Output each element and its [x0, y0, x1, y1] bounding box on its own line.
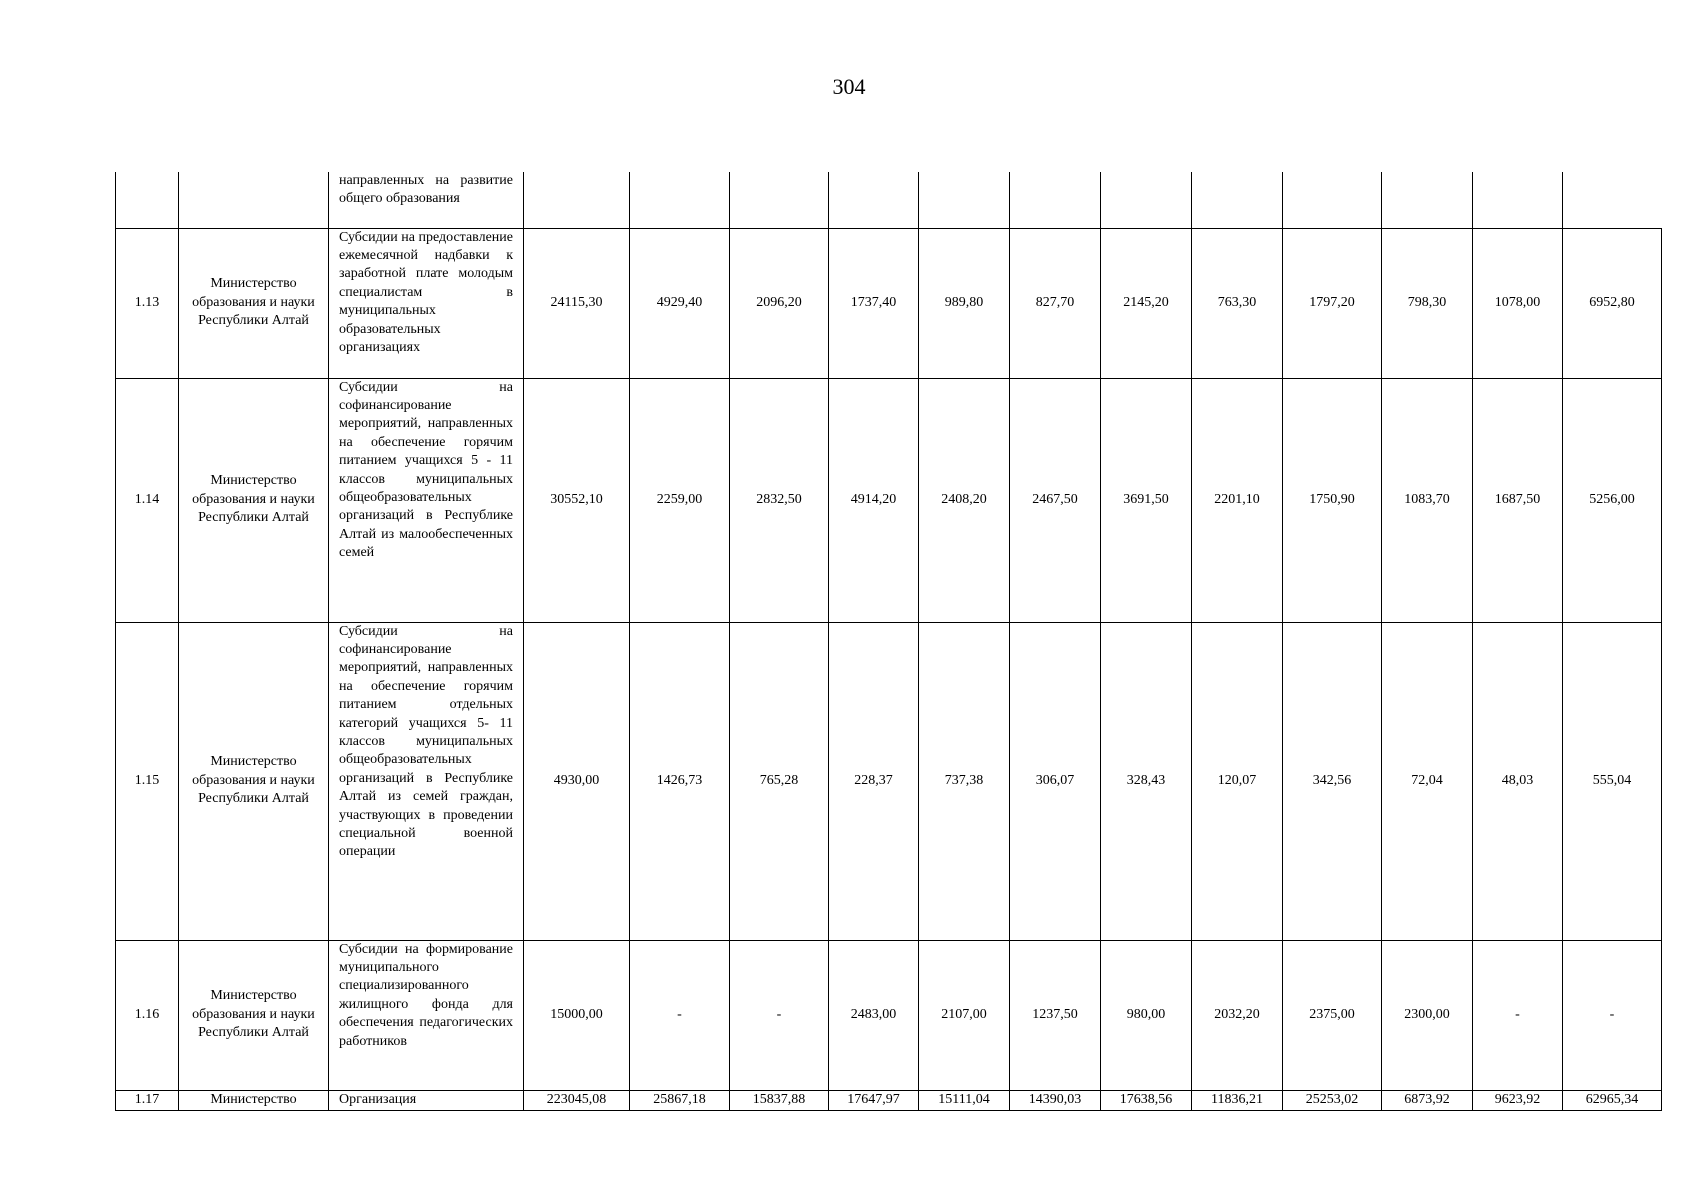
- cell-value: 17647,97: [829, 1090, 919, 1110]
- cell-organization: Министерство образования и науки Республики Алтай: [179, 940, 329, 1090]
- cell-value: 763,30: [1192, 228, 1283, 378]
- cell-value: 2107,00: [919, 940, 1010, 1090]
- cell-value: 2145,20: [1101, 228, 1192, 378]
- cell-value: 15000,00: [524, 940, 630, 1090]
- cell-value: -: [630, 940, 730, 1090]
- cell-value: 4930,00: [524, 622, 630, 940]
- cell-num: 1.15: [116, 622, 179, 940]
- cell-value: 765,28: [730, 622, 829, 940]
- cell-description: направленных на развитие общего образования: [329, 172, 524, 228]
- table-row: [116, 940, 1662, 1090]
- cell-value: 11836,21: [1192, 1090, 1283, 1110]
- cell-value: [524, 172, 630, 228]
- cell-value: 15111,04: [919, 1090, 1010, 1110]
- table-row: [116, 1090, 1662, 1110]
- cell-value: [1192, 172, 1283, 228]
- cell-value: [1010, 172, 1101, 228]
- cell-value: 62965,34: [1563, 1090, 1662, 1110]
- cell-value: 14390,03: [1010, 1090, 1101, 1110]
- cell-value: 24115,30: [524, 228, 630, 378]
- cell-value: 6873,92: [1382, 1090, 1473, 1110]
- cell-value: 228,37: [829, 622, 919, 940]
- cell-value: 1237,50: [1010, 940, 1101, 1090]
- cell-value: 6952,80: [1563, 228, 1662, 378]
- cell-value: [1101, 172, 1192, 228]
- subsidy-table: [115, 172, 1662, 1111]
- cell-value: 1078,00: [1473, 228, 1563, 378]
- cell-value: [630, 172, 730, 228]
- cell-value: [1283, 172, 1382, 228]
- cell-value: 989,80: [919, 228, 1010, 378]
- cell-num: 1.16: [116, 940, 179, 1090]
- cell-value: 827,70: [1010, 228, 1101, 378]
- cell-description: Субсидии на формирование муниципального специализированного жилищного фонда для обеспечения педагогических работников: [329, 940, 524, 1090]
- table-row: [116, 228, 1662, 378]
- cell-value: 1083,70: [1382, 378, 1473, 622]
- cell-value: [1382, 172, 1473, 228]
- cell-organization: Министерство: [179, 1090, 329, 1110]
- cell-value: 2375,00: [1283, 940, 1382, 1090]
- cell-num: 1.14: [116, 378, 179, 622]
- cell-value: 328,43: [1101, 622, 1192, 940]
- cell-value: -: [730, 940, 829, 1090]
- cell-value: 2300,00: [1382, 940, 1473, 1090]
- cell-num: [116, 172, 179, 228]
- cell-value: 1737,40: [829, 228, 919, 378]
- cell-organization: Министерство образования и науки Республики Алтай: [179, 378, 329, 622]
- table-row: [116, 622, 1662, 940]
- cell-organization: [179, 172, 329, 228]
- cell-value: 2259,00: [630, 378, 730, 622]
- cell-value: 223045,08: [524, 1090, 630, 1110]
- cell-value: 2483,00: [829, 940, 919, 1090]
- cell-value: 555,04: [1563, 622, 1662, 940]
- cell-value: 2832,50: [730, 378, 829, 622]
- cell-value: 25867,18: [630, 1090, 730, 1110]
- cell-value: 30552,10: [524, 378, 630, 622]
- cell-description: Субсидии на софинансирование мероприятий, направленных на обеспечение горячим питанием отдельных категорий учащихся 5- 11 классов муниципальных общеобразовательных организаций в Республике Алтай из семей граждан, участвующих в проведении специальной военной операции: [329, 622, 524, 940]
- cell-description: Субсидии на софинансирование мероприятий, направленных на обеспечение горячим питанием учащихся 5 - 11 классов муниципальных общеобразовательных организаций в Республике Алтай из малообеспеченных семей: [329, 378, 524, 622]
- cell-value: 1687,50: [1473, 378, 1563, 622]
- cell-description: Субсидии на предоставление ежемесячной надбавки к заработной плате молодым специалистам в муниципальных образовательных организациях: [329, 228, 524, 378]
- cell-value: 4914,20: [829, 378, 919, 622]
- cell-value: 2032,20: [1192, 940, 1283, 1090]
- table-row: [116, 378, 1662, 622]
- cell-value: 2201,10: [1192, 378, 1283, 622]
- cell-value: 798,30: [1382, 228, 1473, 378]
- cell-value: 1426,73: [630, 622, 730, 940]
- cell-value: 48,03: [1473, 622, 1563, 940]
- cell-value: 342,56: [1283, 622, 1382, 940]
- cell-value: 2096,20: [730, 228, 829, 378]
- cell-value: [919, 172, 1010, 228]
- cell-value: 1750,90: [1283, 378, 1382, 622]
- cell-value: 306,07: [1010, 622, 1101, 940]
- cell-value: [829, 172, 919, 228]
- cell-value: 72,04: [1382, 622, 1473, 940]
- cell-organization: Министерство образования и науки Республики Алтай: [179, 622, 329, 940]
- cell-value: -: [1473, 940, 1563, 1090]
- table-row-continuation: [116, 172, 1662, 228]
- cell-value: 2467,50: [1010, 378, 1101, 622]
- cell-value: 4929,40: [630, 228, 730, 378]
- page-number: 304: [832, 74, 866, 99]
- cell-value: 17638,56: [1101, 1090, 1192, 1110]
- cell-num: 1.13: [116, 228, 179, 378]
- cell-value: 1797,20: [1283, 228, 1382, 378]
- cell-value: [730, 172, 829, 228]
- cell-value: 120,07: [1192, 622, 1283, 940]
- cell-value: 9623,92: [1473, 1090, 1563, 1110]
- cell-value: 25253,02: [1283, 1090, 1382, 1110]
- cell-value: 3691,50: [1101, 378, 1192, 622]
- cell-organization: Министерство образования и науки Республики Алтай: [179, 228, 329, 378]
- cell-value: 5256,00: [1563, 378, 1662, 622]
- cell-value: -: [1563, 940, 1662, 1090]
- cell-value: 980,00: [1101, 940, 1192, 1090]
- cell-value: 15837,88: [730, 1090, 829, 1110]
- cell-value: 2408,20: [919, 378, 1010, 622]
- cell-description: Организация: [329, 1090, 524, 1110]
- cell-num: 1.17: [116, 1090, 179, 1110]
- cell-value: 737,38: [919, 622, 1010, 940]
- cell-value: [1473, 172, 1563, 228]
